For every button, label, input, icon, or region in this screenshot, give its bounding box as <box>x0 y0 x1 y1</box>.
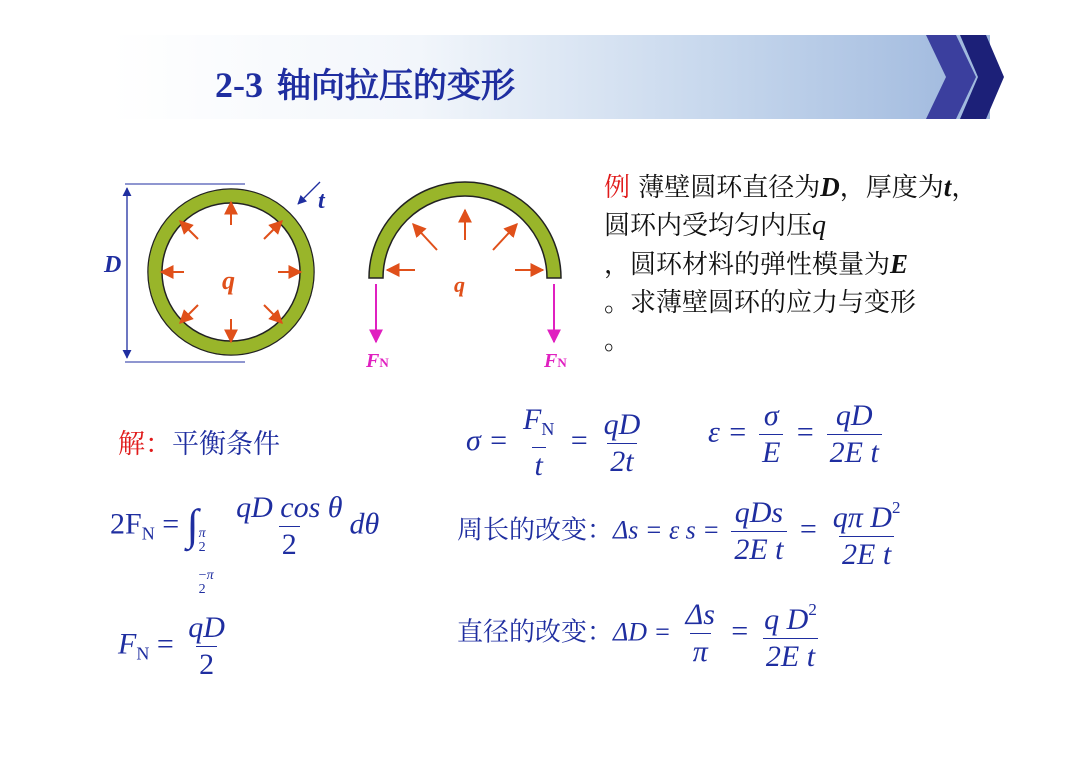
solution-label: 解：平衡条件 <box>118 429 280 460</box>
slide-title <box>215 58 515 107</box>
label-fn-left: FN <box>366 350 389 372</box>
example-label: 例 <box>604 173 631 203</box>
label-fn-right: FN <box>544 350 567 372</box>
label-D: D <box>104 252 122 278</box>
strain-formula: ε = $\frac{\sigma}{E}$ = $\frac{qD}{\text{2E t}}$ <box>708 398 886 471</box>
stress-formula: σ = $\frac{F_N}{t}$ = $\frac{qD}{2t}$ <box>466 403 641 482</box>
axial-force-result: $F_N$ = $\frac{qD}{2}$ <box>118 611 225 681</box>
label-t: t <box>318 188 325 214</box>
circumference-change: 周长的改变：Δs = ε s = $\frac{\text{qDs}}{\text{2E t}}$ = $\frac{q\pi D^2}{\text{2E t}}$ <box>457 496 901 571</box>
problem-statement: 例 薄壁圆环直径为D，厚度为t，圆环内受均匀内压q ，圆环材料的弹性模量为E 。求薄壁圆环的应力与变形 。 <box>604 172 978 356</box>
equilibrium-integral: $2F_N$ = ∫ π 2 −π 2 $\frac{\text{qD cos θ}}{2}$ dθ <box>110 491 380 598</box>
ring-figure <box>95 170 585 385</box>
title-text: 轴向拉压的变形 <box>277 66 515 106</box>
label-q-ring: q <box>222 266 235 295</box>
thickness-pointer <box>298 182 320 204</box>
diameter-change: 直径的改变：ΔD = $\frac{\Delta s}{\pi}$ = $\frac{q D^2}{\text{2E t}}$ <box>457 598 817 673</box>
section-number: 2-3 <box>215 65 263 105</box>
chevron-arrow-icon <box>920 35 1010 119</box>
half-pressure-arrows <box>387 210 543 270</box>
label-q-half: q <box>454 272 465 297</box>
